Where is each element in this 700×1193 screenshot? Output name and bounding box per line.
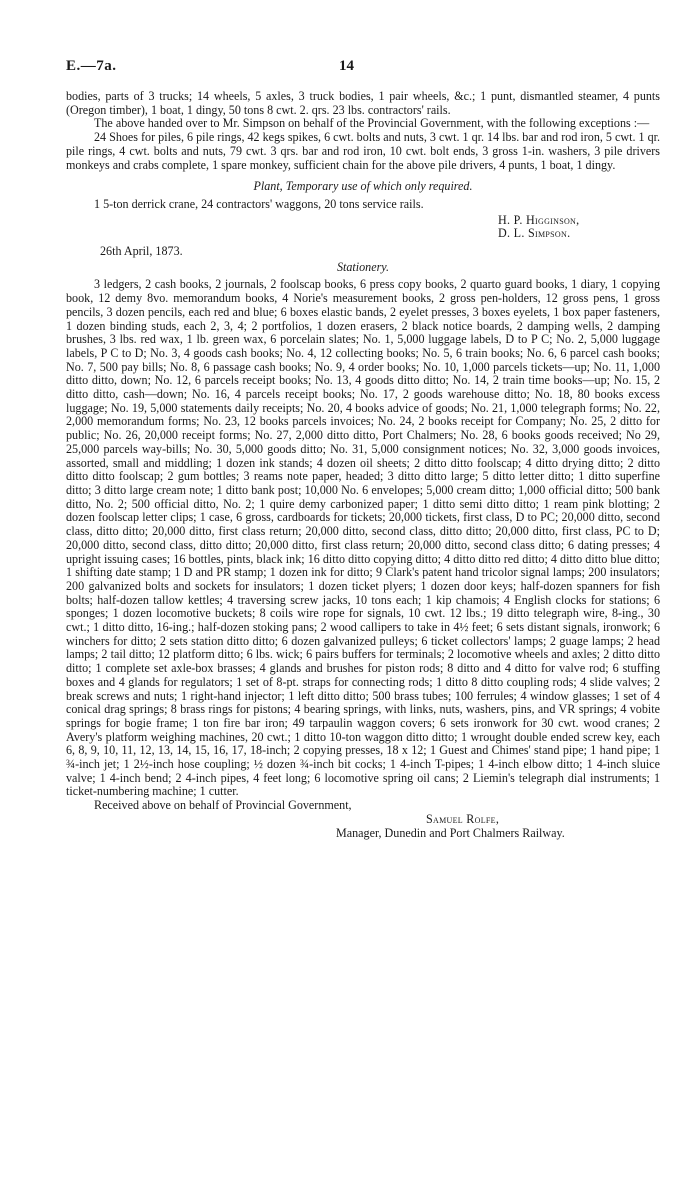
signatory-title: Manager, Dunedin and Port Chalmers Railway. [336,825,565,840]
paragraph-rolling-stock: bodies, parts of 3 trucks; 14 wheels, 5 axles, 3 truck bodies, 1 pair wheels, &c.; 1 punt, dismantled steamer, 4 punts (Oregon timber), 1 boat, 1 dingy, 50 tons 8 cwt. 2. qrs. 23 lbs. contractors' rails. [66,89,660,117]
stationery-list: 3 ledgers, 2 cash books, 2 journals, 2 foolscap books, 6 press copy books, 2 quarto guard books, 1 diary, 1 copying book, 12 demy 8vo. memorandum books, 4 Norie's measurement books, 2 gross pen-holders, 12 gross pens, 1 gross pencils, 3 dozen pencils, each red and blue; 6 boxes elastic bands, 2 eyelet presses, 3 boxes eyelets, 1 box paper fasteners, 1 dozen binding studs, each 2, 3, 4; 2 portfolios, 1 dozen erasers, 2 black notice boards, 2 damping wells, 2 damping brushes, 3 lbs. red wax, 1 lb. green wax, 6 porcelain slates; No. 1, 5,000 luggage labels, D to P C; No. 2, 5,000 luggage labels, P C to D; No. 3, 4 goods cash books; No. 4, 12 collecting books; No. 5, 6 train books; No. 6, 6 parcel cash books; No. 7, 500 pay bills; No. 8, 6 passage cash books; No. 9, 4 order books; No. 10, 1,000 parcels tickets—up; No. 11, 1,000 ditto ditto, down; No. 12, 6 parcels receipt books; No. 13, 4 goods ditto ditto; No. 14, 2 train time books—up; No. 15, 2 ditto ditto, cash—down; No. 16, 4 parcels receipt books; No. 17, 2 goods warehouse ditto; No. 18, 80 books excess luggage; No. 19, 5,000 statements daily receipts; No. 20, 4 books advice of goods; No. 21, 1,000 telegraph forms; No. 22, 2,000 memorandum forms; No. 23, 12 books parcels invoices; No. 24, 2 books receipt for Company; No. 25, 2 ditto for public; No. 26, 20,000 receipt forms; No. 27, 2,000 ditto ditto, Port Chalmers; No. 28, 6 books goods received; No 29, 25,000 parcels way-bills; No. 30, 5,000 goods ditto; No. 31, 5,000 consignment notices; No. 32, 3,000 goods invoices, assorted, small and middling; 1 dozen ink stands; 4 dozen oil sheets; 2 ditto ditto foolscap; 4 ditto drying ditto; 2 ditto ditto ditto foolscap; 2 gum bottles; 3 reams note paper, headed; 3 ditto ditto large; 5 ditto letter ditto; 1 ditto superfine ditto; 3 ditto large cream note; 1 ditto bank post; 10,000 No. 6 envelopes; 5,000 cream ditto; 1,000 official ditto; 500 bank ditto, No. 2; 500 official ditto, No. 2; 1 quire demy carbonized paper; 1 ditto semi ditto ditto; 1 ream pink blotting; 2 dozen foolscap letter clips; 1 case, 6 gross, cardboards for tickets; 20,000 tickets, first class, D to PC; 20,000 ditto, second class, ditto ditto; 20,000 ditto, first class return; 20,000 ditto, second class, ditto ditto; 20,000 ditto, first class, PC to D; 20,000 ditto, second class, ditto ditto; 20,000 ditto, first class return; 20,000 ditto, second class ditto; 6 dating presses; 4 upright issuing cases; 16 bottles, pints, black ink; 16 ditto ditto copying ditto; 4 ditto ditto red ditto; 4 ditto ditto blue ditto; 1 shifting date stamp; 1 D and PR stamp; 1 dozen ink for ditto; 9 Clark's patent hand tricolor signal lamps; 200 insulators; 200 galvanized bolts and sockets for insulators; 1 dozen ticket plyers; 1 dozen door keys; half-dozen spanners for fish bolts; half-dozen tallow kettles; 4 traversing screw jacks, 10 tons each; 1 kip chamois; 4 English clocks for stations; 6 sponges; 1 dozen locomotive buckets; 8 coils wire rope for signals, 10 cwt. 12 lbs.; 19 ditto telegraph wire, 8-ing., 30 cwt.; 1 ditto ditto, 16-ing.; half-dozen stoking pans; 2 wood callipers to take in 4½ feet; 6 sets distant signals, ironwork; 6 winchers for ditto; 2 sets station ditto ditto; 6 dozen galvanized pulleys; 6 ticket collectors' lamps; 2 guage lamps; 2 head lamps; 2 tail ditto; 12 platform ditto; 6 lbs. wick; 6 pairs buffers for terminals; 2 locomotive wheels and axles; 2 ditto ditto ditto; 1 complete set axle-box brasses; 4 glands and brushes for piston rods; 8 ditto and 4 ditto for valve rod; 6 stuffing boxes and 4 glands for regulators; 1 set of 8-pt. straps for connecting rods; 1 ditto 8 ditto coupling rods; 4 slide valves; 2 break screws and nuts; 1 right-hand injector; 1 left ditto ditto; 500 brass tubes; 100 ferrules; 4 window glasses; 1 set of 4 conical drag springs; 8 brass rings for pistons; 4 bearing springs, with links, nuts, washers, pins, and VR springs; 4 vobite springs for bogie frame; 1 ton fire bar iron; 49 tarpaulin waggon covers; 6 sets ironwork for 30 cwt. wood cranes; 2 Avery's platform weighing machines, 20 cwt.; 1 ditto 10-ton waggon ditto ditto; 1 wrought double ended screw key, each 6, 8, 9, 10, 11, 12, 13, 14, 15, 16, 17, 18-inch; 2 copying presses, 18 x 12; 1 Guest and Chimes' stand pipe; 1 hand pipe; 1 ¾-inch jet; 1 2½-inch hose coupling; ½ dozen ¾-inch bit cocks; 1 4-inch T-pipes; 1 4-inch elbow ditto; 1 4-inch sluice valve; 1 4-inch bend; 2 4-inch pipes, 4 feet long; 6 locomotive spring oil cans; 2 Liemin's telegraph dial instruments; 1 ticket-numbering machine; 1 cutter. [66,277,660,799]
signature-simpson: D. L. Simpson. [498,226,571,241]
signature-rolfe: Samuel Rolfe, [426,811,500,826]
paragraph-exceptions: 24 Shoes for piles, 6 pile rings, 42 kegs spikes, 6 cwt. bolts and nuts, 3 cwt. 1 qr. 14 lbs. bar and rod iron, 5 cwt. 1 qr. pile rings, 4 cwt. bolts and nuts, 79 cwt. 3 qrs. bar and rod iron, 10 cwt. bolt ends, 3 gross 1-in. washers, 3 pile drivers monkeys and crabs complete, 1 spare monkey, sufficient chain for the above pile drivers, 4 punts, 1 boat, 1 dingy. [66,130,660,172]
received-statement: Received above on behalf of Provincial Government, [94,798,352,813]
signature-date: 26th April, 1873. [100,244,183,259]
signature-block [66,214,660,241]
page-number: 14 [339,58,354,74]
signature-higginson: H. P. Higginson, [498,212,580,227]
paragraph-handover: The above handed over to Mr. Simpson on behalf of the Provincial Government, with the following exceptions :— [94,116,650,131]
document-reference: E.—7a. [66,58,117,74]
plant-text: 1 5-ton derrick crane, 24 contractors' waggons, 20 tons service rails. [94,196,424,211]
plant-heading: Plant, Temporary use of which only required. [253,179,473,194]
page-header [66,60,660,90]
stationery-heading: Stationery. [336,259,390,274]
